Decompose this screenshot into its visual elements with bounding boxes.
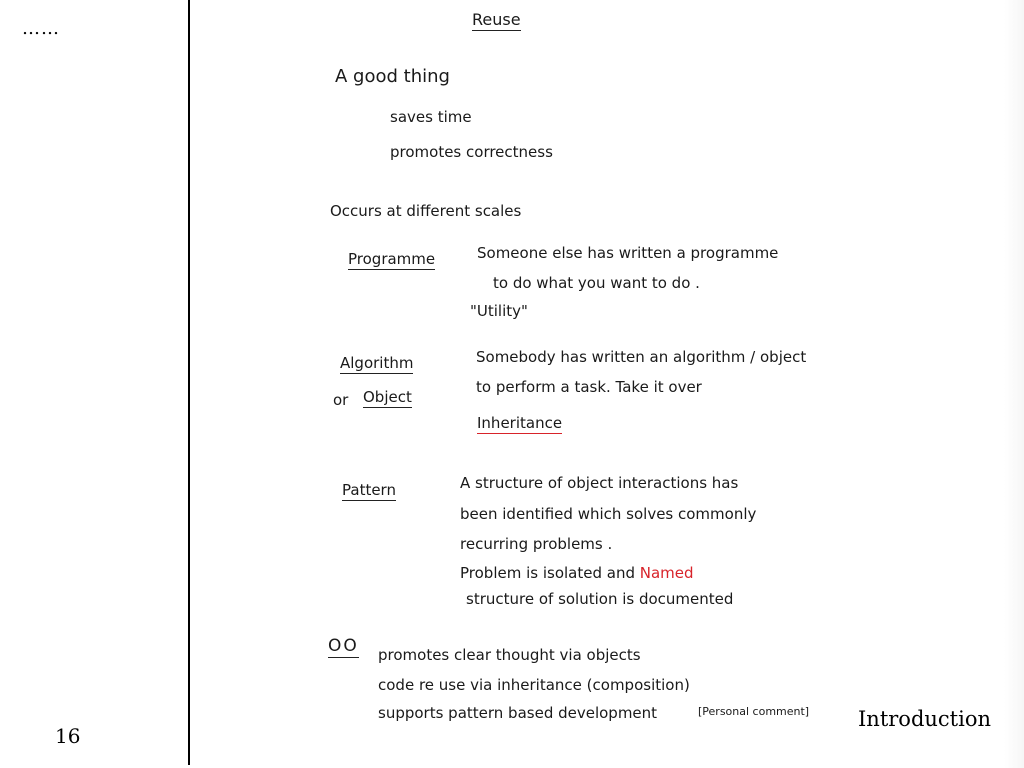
named-word: Named <box>639 564 694 582</box>
oo-line: promotes clear thought via objects <box>378 646 641 664</box>
programme-line: to do what you want to do . <box>493 274 700 292</box>
notes-title: Reuse <box>472 10 521 29</box>
oo-label: OO <box>328 636 359 656</box>
pattern-line: recurring problems . <box>460 535 613 553</box>
sidebar-divider <box>188 0 190 765</box>
pattern-label: Pattern <box>342 481 396 499</box>
inheritance-label: Inheritance <box>477 414 563 432</box>
footer-section-title: Introduction <box>858 707 991 731</box>
oo-line: supports pattern based development <box>378 704 658 722</box>
good-thing-item: promotes correctness <box>390 143 553 161</box>
oo-line: code re use via inheritance (composition) <box>378 676 690 694</box>
ellipsis-marker: …… <box>22 18 60 39</box>
good-thing-item: saves time <box>390 108 472 126</box>
pattern-line: A structure of object interactions has <box>460 474 739 492</box>
object-label: Object <box>363 388 412 406</box>
algorithm-line: to perform a task. Take it over <box>476 378 702 396</box>
programme-line: "Utility" <box>470 302 528 320</box>
pattern-line: been identified which solves commonly <box>460 505 757 523</box>
problem-prefix: Problem is isolated and <box>460 564 635 582</box>
personal-comment: [Personal comment] <box>698 705 810 718</box>
programme-label: Programme <box>348 250 436 268</box>
algorithm-label: Algorithm <box>340 354 414 372</box>
pattern-line: structure of solution is documented <box>466 590 734 608</box>
scan-edge-shading <box>1004 0 1024 768</box>
handwritten-notes <box>300 0 860 768</box>
or-label: or <box>333 391 349 409</box>
programme-line: Someone else has written a programme <box>477 244 779 262</box>
page-number: 16 <box>55 724 81 748</box>
scales-heading: Occurs at different scales <box>330 202 522 220</box>
good-thing-heading: A good thing <box>335 66 450 87</box>
pattern-problem-line <box>460 564 694 582</box>
algorithm-line: Somebody has written an algorithm / object <box>476 348 807 366</box>
